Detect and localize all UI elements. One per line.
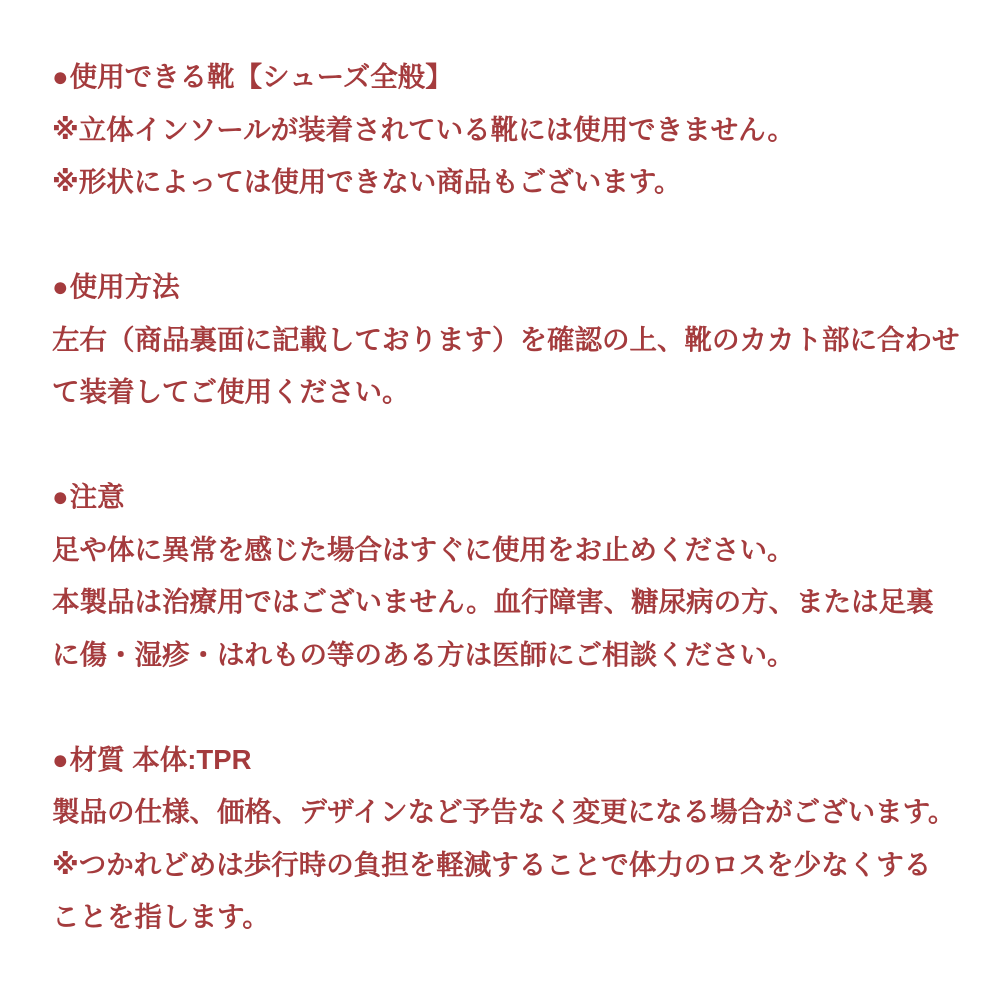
section-material (52, 734, 970, 944)
text-line: ※つかれどめは歩行時の負担を軽減することで体力のロスを少なくする (52, 848, 932, 880)
text-line: て装着してご使用ください。 (52, 376, 410, 407)
section-heading (52, 51, 970, 104)
text-line: ※形状によっては使用できない商品もございます。 (52, 166, 682, 197)
text-line: 足や体に異常を感じた場合はすぐに使用をお止めください。 (52, 533, 795, 565)
section-caution (52, 471, 970, 681)
section-title: 使用方法 (69, 271, 180, 302)
text-line: 製品の仕様、価格、デザインなど予告なく変更になる場合がございます。 (52, 796, 956, 827)
bullet-icon: ● (52, 271, 69, 302)
section-title: 使用できる靴【シューズ全般】 (69, 61, 453, 92)
section-usable-shoes (52, 51, 970, 209)
text-line: ※立体インソールが装着されている靴には使用できません。 (52, 113, 795, 145)
section-usage-method (52, 261, 970, 419)
text-line: ことを指します。 (52, 901, 270, 932)
text-line: 本製品は治療用ではございません。血行障害、糖尿病の方、または足裏 (52, 586, 934, 617)
text-line: に傷・湿疹・はれもの等のある方は医師にご相談ください。 (52, 638, 795, 670)
section-title: 注意 (69, 481, 125, 512)
section-heading (52, 471, 970, 524)
section-heading (52, 734, 970, 787)
bullet-icon: ● (52, 481, 69, 512)
bullet-icon: ● (52, 61, 69, 92)
text-line: 左右（商品裏面に記載しております）を確認の上、靴のカカト部に合わせ (52, 323, 960, 355)
section-title: 材質 本体:TPR (69, 743, 252, 775)
section-heading (52, 261, 970, 314)
bullet-icon: ● (52, 743, 69, 775)
